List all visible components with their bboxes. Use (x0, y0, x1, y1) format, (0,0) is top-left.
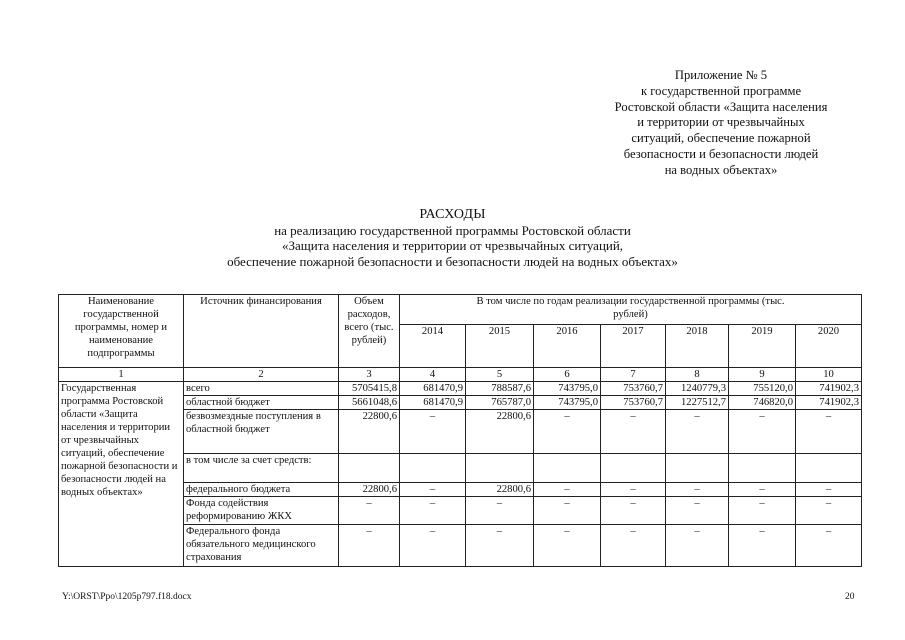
year-cell (796, 454, 862, 483)
appendix-line: к государственной программе (640, 83, 802, 98)
total-cell: – (339, 525, 400, 567)
year-cell: 743795,0 (534, 396, 601, 410)
header-year: 2014 (400, 325, 466, 368)
column-number: 6 (534, 368, 601, 382)
year-cell: – (666, 525, 729, 567)
year-cell: – (796, 410, 862, 454)
year-cell (729, 454, 796, 483)
header-year: 2020 (796, 325, 862, 368)
appendix-line: Приложение № 5 (674, 68, 768, 82)
source-cell: Фонда содействия реформированию ЖКХ (184, 497, 339, 525)
year-cell: – (796, 497, 862, 525)
column-number: 10 (796, 368, 862, 382)
header-row (59, 295, 862, 325)
year-cell: – (601, 497, 666, 525)
year-cell: 746820,0 (729, 396, 796, 410)
page-number: 20 (845, 592, 855, 602)
year-cell: – (729, 483, 796, 497)
document-title: РАСХОДЫ (419, 207, 486, 222)
appendix-line: на водных объектах» (664, 162, 778, 177)
year-cell: – (796, 525, 862, 567)
year-cell: – (796, 483, 862, 497)
total-cell: 22800,6 (339, 410, 400, 454)
year-cell: 765787,0 (466, 396, 534, 410)
year-cell: 753760,7 (601, 382, 666, 396)
year-cell: 681470,9 (400, 396, 466, 410)
source-cell: безвозмездные поступления в областной бюджет (184, 410, 339, 454)
year-cell: – (534, 483, 601, 497)
header-year: 2018 (666, 325, 729, 368)
year-cell: – (400, 525, 466, 567)
total-cell: 5705415,8 (339, 382, 400, 396)
year-cell: – (601, 483, 666, 497)
year-cell: – (534, 497, 601, 525)
file-path-footer: Y:\ORST\Ppo\1205p797.f18.docx (62, 592, 192, 602)
year-cell: – (534, 410, 601, 454)
source-cell: всего (184, 382, 339, 396)
column-number: 1 (59, 368, 184, 382)
year-cell: 22800,6 (466, 410, 534, 454)
appendix-line: и территории от чрезвычайных (637, 115, 805, 130)
year-cell (601, 454, 666, 483)
header-years-group: В том числе по годам реализации государственной программы (тыс. рублей) (400, 295, 862, 325)
year-cell: 743795,0 (534, 382, 601, 396)
total-cell (339, 454, 400, 483)
year-cell: 1240779,3 (666, 382, 729, 396)
year-cell: 741902,3 (796, 396, 862, 410)
header-source: Источник финансирования (184, 295, 339, 368)
column-number: 9 (729, 368, 796, 382)
year-cell (466, 454, 534, 483)
year-cell: – (466, 497, 534, 525)
year-cell: – (400, 410, 466, 454)
year-cell: 753760,7 (601, 396, 666, 410)
column-number: 5 (466, 368, 534, 382)
heading-line: обеспечение пожарной безопасности и безопасности людей на водных объектах» (227, 253, 678, 269)
year-cell: – (400, 497, 466, 525)
heading-line: «Защита населения и территории от чрезвычайных ситуаций, (281, 238, 624, 254)
year-cell: 681470,9 (400, 382, 466, 396)
year-cell: – (666, 410, 729, 454)
header-year: 2017 (601, 325, 666, 368)
total-cell: 22800,6 (339, 483, 400, 497)
total-cell: – (339, 497, 400, 525)
year-cell: – (729, 410, 796, 454)
appendix-block (590, 68, 852, 179)
year-cell: – (400, 483, 466, 497)
year-cell (400, 454, 466, 483)
year-cell (666, 454, 729, 483)
year-cell (534, 454, 601, 483)
year-cell: – (466, 525, 534, 567)
column-number: 4 (400, 368, 466, 382)
document-heading (150, 207, 755, 269)
appendix-line: Ростовской области «Защита населения (614, 99, 828, 114)
year-cell: – (729, 525, 796, 567)
column-number: 2 (184, 368, 339, 382)
header-year: 2019 (729, 325, 796, 368)
appendix-line: безопасности и безопасности людей (623, 146, 819, 161)
expenses-table (58, 294, 862, 567)
header-year: 2016 (534, 325, 601, 368)
source-cell: в том числе за счет средств: (184, 454, 339, 483)
header-name: Наименование государственной программы, номер и наименование подпрограммы (59, 295, 184, 368)
column-number: 3 (339, 368, 400, 382)
table-row (59, 382, 862, 396)
source-cell: областной бюджет (184, 396, 339, 410)
year-cell: – (601, 525, 666, 567)
year-cell: 22800,6 (466, 483, 534, 497)
header-year: 2015 (466, 325, 534, 368)
source-cell: федерального бюджета (184, 483, 339, 497)
column-number: 7 (601, 368, 666, 382)
year-cell: – (666, 483, 729, 497)
column-number-row (59, 368, 862, 382)
year-cell: – (666, 497, 729, 525)
total-cell: 5661048,6 (339, 396, 400, 410)
year-cell: 741902,3 (796, 382, 862, 396)
year-cell: 1227512,7 (666, 396, 729, 410)
header-total: Объем расходов, всего (тыс. рублей) (339, 295, 400, 368)
year-cell: – (601, 410, 666, 454)
heading-line: на реализацию государственной программы Ростовской области (274, 222, 631, 238)
program-name-cell: Государственная программа Ростовской области «Защита населения и территории от чрезвычайных ситуаций, обеспечение пожарной безопасности и безопасности людей на водных объектах» (59, 382, 184, 567)
appendix-line: ситуаций, обеспечение пожарной (631, 131, 811, 146)
year-cell: 788587,6 (466, 382, 534, 396)
year-cell: 755120,0 (729, 382, 796, 396)
year-cell: – (534, 525, 601, 567)
source-cell: Федерального фонда обязательного медицинского страхования (184, 525, 339, 567)
year-cell: – (729, 497, 796, 525)
column-number: 8 (666, 368, 729, 382)
